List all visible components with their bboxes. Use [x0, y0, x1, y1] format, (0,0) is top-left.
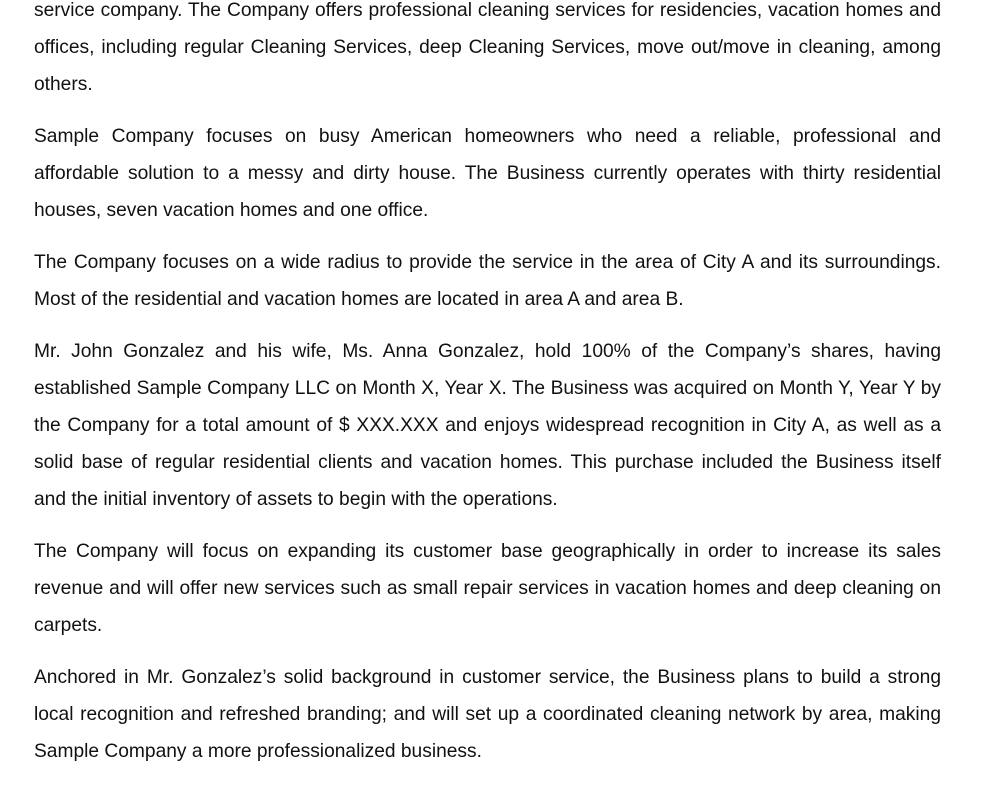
document-page [34, 0, 941, 785]
paragraph-company-services: service company. The Company offers professional cleaning services for residencies, vacation homes and offices, including regular Cleaning Services, deep Cleaning Services, move out/move in cleaning, among others. [34, 0, 941, 95]
paragraph-branding-plan: Anchored in Mr. Gonzalez’s solid background in customer service, the Business plans to build a strong local recognition and refreshed branding; and will set up a coordinated cleaning network by area, making Sample Company a more professionalized business. [34, 667, 941, 762]
paragraph-expansion: The Company will focus on expanding its customer base geographically in order to increase its sales revenue and will offer new services such as small repair services in vacation homes and deep cleaning on carpets. [34, 541, 941, 636]
paragraph-target-market: Sample Company focuses on busy American homeowners who need a reliable, professional and affordable solution to a messy and dirty house. The Business currently operates with thirty residential houses, seven vacation homes and one office. [34, 126, 941, 221]
paragraph-service-area: The Company focuses on a wide radius to provide the service in the area of City A and its surroundings. Most of the residential and vacation homes are located in area A and area B. [34, 252, 941, 310]
paragraph-ownership: Mr. John Gonzalez and his wife, Ms. Anna Gonzalez, hold 100% of the Company’s shares, having established Sample Company LLC on Month X, Year X. The Business was acquired on Month Y, Year Y by the Company for a total amount of $ XXX.XXX and enjoys widespread recognition in City A, as well as a solid base of regular residential clients and vacation homes. This purchase included the Business itself and the initial inventory of assets to begin with the operations. [34, 341, 941, 510]
